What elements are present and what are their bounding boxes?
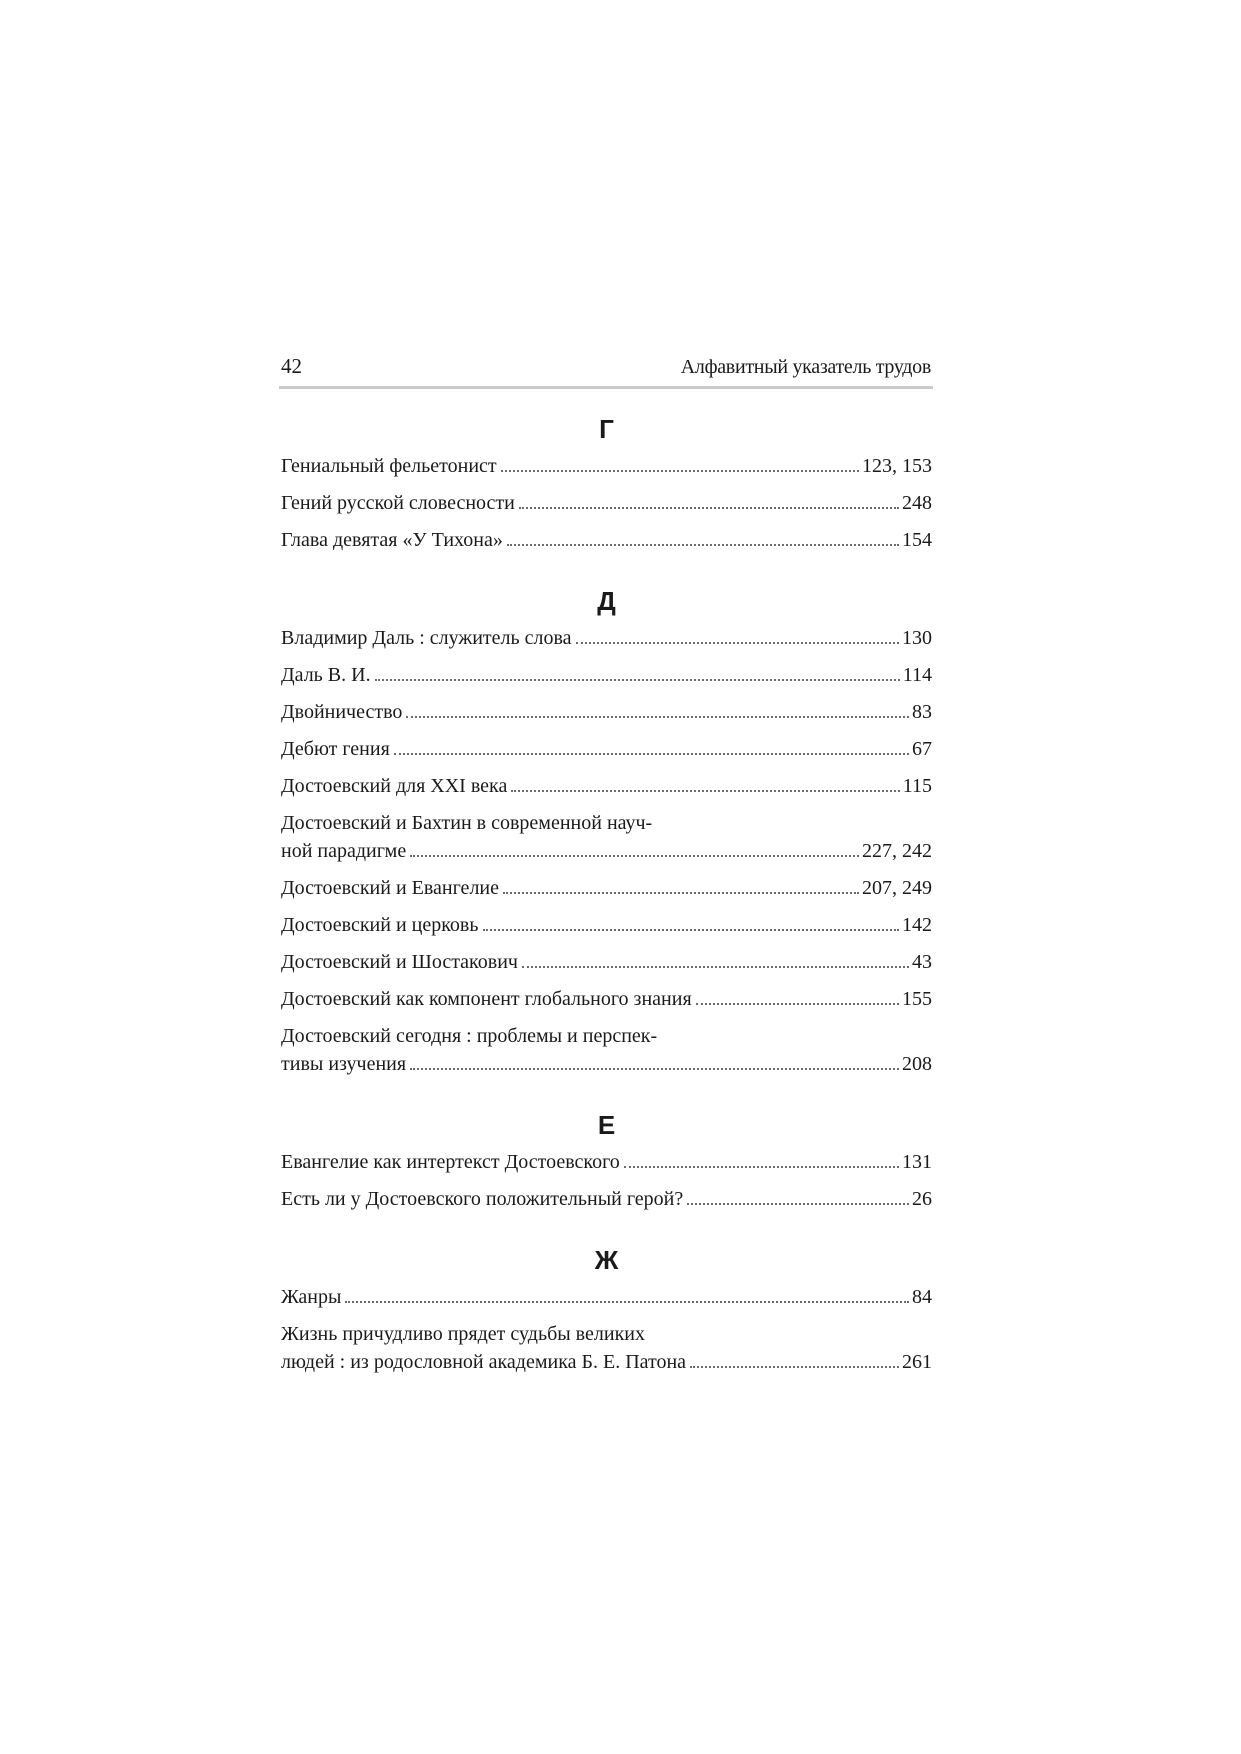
entry-title: людей : из родословной академика Б. Е. Патона: [281, 1351, 687, 1373]
entry-pages: 43: [912, 951, 932, 973]
dot-leader: [624, 1166, 899, 1168]
dot-leader: [501, 470, 859, 472]
entry-pages: 130: [902, 627, 932, 649]
entry-pages: 115: [902, 775, 932, 797]
entry-title: Гениальный фельетонист: [281, 455, 497, 477]
entry-title: Достоевский и церковь: [281, 914, 479, 936]
index-content: [281, 406, 932, 1400]
entry-pages: 248: [902, 492, 932, 514]
dot-leader: [345, 1301, 909, 1303]
index-entry: [281, 911, 932, 939]
entry-title: Глава девятая «У Тихона»: [281, 529, 503, 551]
index-section-zh: [281, 1237, 932, 1376]
entry-title-first-line: Достоевский сегодня : проблемы и перспек-: [281, 1025, 658, 1047]
entry-title-first-line: Жизнь причудливо прядет судьбы великих: [281, 1323, 645, 1345]
entry-title-first-line: Достоевский и Бахтин в современной науч-: [281, 812, 653, 834]
section-entries: [281, 1148, 932, 1213]
entry-title: тивы изучения: [281, 1053, 407, 1075]
index-entry: [281, 489, 932, 517]
entry-pages: 84: [912, 1286, 932, 1308]
entry-title: Дебют гения: [281, 738, 390, 760]
index-section-e: [281, 1102, 932, 1213]
index-entry: [281, 1283, 932, 1311]
entry-pages: 155: [902, 988, 932, 1010]
dot-leader: [687, 1203, 909, 1205]
entry-title: Гений русской словесности: [281, 492, 515, 514]
entry-pages: 83: [912, 701, 932, 723]
entry-title: Достоевский для XXI века: [281, 775, 508, 797]
entry-title: Даль В. И.: [281, 664, 371, 686]
section-entries: [281, 624, 932, 1078]
entry-pages: 261: [902, 1351, 932, 1373]
dot-leader: [690, 1366, 899, 1368]
page-number: 42: [281, 354, 302, 378]
index-section-g: [281, 406, 932, 554]
index-entry: [281, 526, 932, 554]
index-section-d: [281, 578, 932, 1078]
entry-title: Владимир Даль : служитель слова: [281, 627, 572, 649]
entry-pages: 131: [902, 1151, 932, 1173]
index-entry: [281, 1022, 932, 1078]
index-entry: [281, 1148, 932, 1176]
index-entry: [281, 661, 932, 689]
entry-title: Достоевский как компонент глобального знания: [281, 988, 692, 1010]
index-entry: [281, 772, 932, 800]
section-letter: Ж: [594, 1245, 619, 1275]
section-entries: [281, 1283, 932, 1376]
dot-leader: [375, 679, 900, 681]
entry-pages: 114: [902, 664, 932, 686]
entry-pages: 207, 249: [862, 877, 932, 899]
entry-title: Достоевский и Шостакович: [281, 951, 518, 973]
index-entry: [281, 452, 932, 480]
entry-pages: 142: [902, 914, 932, 936]
dot-leader: [696, 1003, 899, 1005]
entry-pages: 123, 153: [862, 455, 932, 477]
entry-title: Достоевский и Евангелие: [281, 877, 499, 899]
index-entry: [281, 735, 932, 763]
entry-pages: 227, 242: [862, 840, 932, 862]
dot-leader: [394, 753, 909, 755]
dot-leader: [576, 642, 899, 644]
dot-leader: [410, 855, 859, 857]
index-entry: [281, 985, 932, 1013]
dot-leader: [503, 892, 859, 894]
dot-leader: [483, 929, 900, 931]
section-letter: Е: [597, 1110, 616, 1140]
dot-leader: [522, 966, 909, 968]
dot-leader: [406, 716, 909, 718]
entry-title: Евангелие как интертекст Достоевского: [281, 1151, 620, 1173]
index-entry: [281, 1320, 932, 1376]
dot-leader: [511, 790, 899, 792]
entry-pages: 154: [902, 529, 932, 551]
page-header: [279, 352, 933, 389]
dot-leader: [519, 507, 899, 509]
index-entry: [281, 874, 932, 902]
entry-pages: 208: [902, 1053, 932, 1075]
entry-title: ной парадигме: [281, 840, 407, 862]
entry-pages: 26: [912, 1188, 932, 1210]
index-entry: [281, 1185, 932, 1213]
index-entry: [281, 809, 932, 865]
section-letter: Г: [599, 414, 614, 444]
index-entry: [281, 698, 932, 726]
entry-pages: 67: [912, 738, 932, 760]
section-entries: [281, 452, 932, 554]
entry-title: Жанры: [281, 1286, 342, 1308]
entry-title: Есть ли у Достоевского положительный герой?: [281, 1188, 684, 1210]
entry-title: Двойничество: [281, 701, 403, 723]
dot-leader: [507, 544, 899, 546]
dot-leader: [410, 1068, 899, 1070]
running-title: Алфавитный указатель трудов: [680, 356, 931, 378]
index-entry: [281, 624, 932, 652]
section-letter: Д: [597, 586, 616, 616]
index-entry: [281, 948, 932, 976]
